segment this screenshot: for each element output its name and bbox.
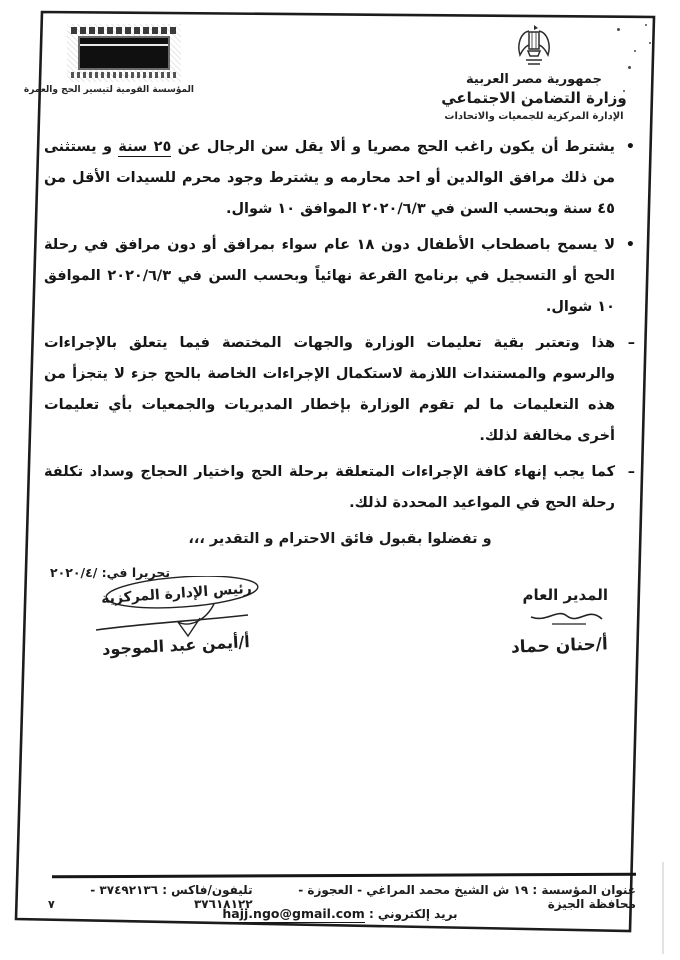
phone-value: ٣٧٤٩٢١٣٦ - ٣٧٦١٨١٢٢: [90, 883, 253, 911]
phone-label: تليفون/فاكس :: [162, 883, 253, 897]
stamp-caption: المؤسسة القومية لتيسير الحج والعمرة: [23, 85, 194, 95]
ministry-name: وزارة التضامن الاجتماعي: [441, 89, 627, 108]
bullet-icon: •: [625, 139, 635, 155]
closing-salutation: و تفضلوا بقبول فائق الاحترام و التقدير ،،،: [188, 531, 492, 547]
page-number: ٧: [48, 898, 55, 911]
government-header: [436, 22, 632, 123]
general-manager-title: المدير العام: [522, 586, 608, 604]
general-manager-name: أ/حنان حماد: [510, 634, 609, 658]
email-value: hajj.ngo@gmail.com: [222, 906, 365, 921]
central-admin-head-name: أ/أيمن عبد الموجود: [101, 632, 251, 659]
dash-icon: –: [627, 464, 635, 480]
hajj-foundation-stamp: [23, 24, 194, 95]
condition-item: [44, 132, 636, 225]
footer-divider: [52, 873, 636, 878]
condition-item: [44, 328, 636, 452]
date-value: ٢٠٢٠/٤/: [50, 565, 98, 580]
address-label: عنوان المؤسسة :: [532, 883, 636, 897]
egypt-eagle-emblem-icon: [514, 22, 554, 70]
condition-item: [44, 457, 636, 519]
condition-text: لا يسمح باصطحاب الأطفال دون ١٨ عام سواء بمرافق أو دون مرافق في رحلة الحج أو التسجيل في برنامج القرعة نهائياً وبحسب السن في ٢٠٢٠/٦/٣ الموافق ١٠ شوال.: [44, 237, 616, 315]
signature-scribble-icon: [526, 604, 608, 630]
condition-text: و يستثنى من ذلك مرافق الوالدين أو احد محارمه و يشترط وجود محرم للسيدات الأقل من ٤٥ سنة وبحسب السن في ٢٠٢٠/٦/٣ الموافق ١٠ شوال.: [44, 139, 615, 217]
address-value: ١٩ ش الشيخ محمد المراغي - العجوزة - محافظة الجيزة: [298, 883, 636, 911]
stamp-ornament-top: [71, 27, 177, 34]
signature-block: [44, 580, 636, 720]
central-admin-head-signature: [58, 580, 294, 659]
letterhead: [23, 22, 636, 124]
condition-text: كما يجب إنهاء كافة الإجراءات المتعلقة برحلة الحج واختيار الحجاج وسداد تكلفة رحلة الحج في المواعيد المحددة لذلك.: [44, 464, 615, 511]
condition-text: هذا وتعتبر بقية تعليمات الوزارة والجهات المختصة فيما يتعلق بالإجراءات والرسوم والمستندات اللازمة لاستكمال الإجراءات الخاصة بالحج جزء لا يتجزأ من هذه التعليمات ما لم تقوم الوزارة بإخطار المديريات والجمعيات بأي تعليمات أخرى مخالفة لذلك.: [44, 335, 615, 444]
central-admin-head-title: رئيس الإدارة المركزية: [100, 580, 252, 608]
email-label: بريد إلكتروني :: [368, 907, 458, 921]
stamp-ornament-bottom: [71, 72, 177, 78]
footer-email-row: [44, 906, 636, 921]
letter-content: [23, 22, 636, 938]
dash-icon: –: [627, 335, 635, 351]
country-name: جمهورية مصر العربية: [466, 72, 602, 87]
kaaba-stamp-image: [67, 24, 181, 82]
condition-item: [44, 230, 636, 323]
underlined-age: ٢٥ سنة: [118, 139, 172, 155]
condition-text: يشترط أن يكون راغب الحج مصريا و ألا يقل سن الرجال عن: [171, 139, 615, 155]
scan-artifact-line: [662, 862, 664, 954]
scan-speckle: [649, 42, 651, 44]
department-name: الإدارة المركزية للجمعيات والاتحادات: [444, 111, 624, 122]
scan-speckle: [645, 24, 647, 26]
general-manager-signature: [448, 586, 608, 656]
bullet-icon: •: [625, 237, 635, 253]
date-label: تحريرا في:: [101, 565, 171, 580]
letter-body: [44, 132, 636, 547]
kaaba-icon: [78, 36, 170, 70]
